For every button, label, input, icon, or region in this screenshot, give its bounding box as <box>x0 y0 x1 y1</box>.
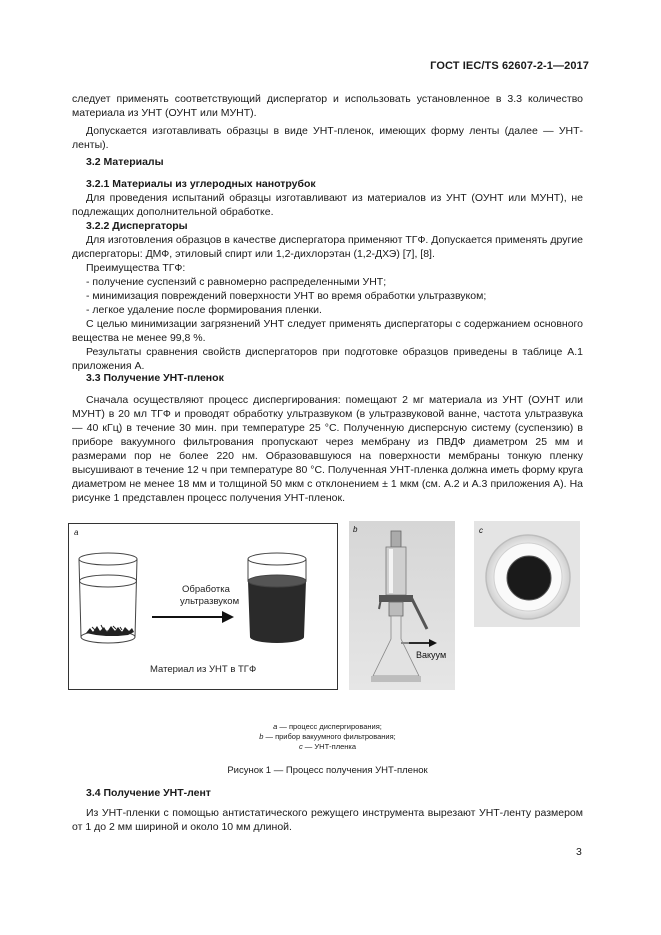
section-title: 3.2 Материалы <box>86 156 164 168</box>
paragraph: Сначала осуществляют процесс диспергирования: помещают 2 мг материала из УНТ (ОУНТ или МУНТ) в 20 мл ТГФ и проводят обработку ультразвуком (в ультразвуковой ванне, частота ультразвука — 40 кГц) в течение 30 мин. при температуре 25 °С. Полученную дисперсную систему (суспензию) в приборе вакуумного фильтрования пропускают через мембрану из ПВДФ диаметром 25 мм и размерами пор не более 220 нм. Образовавшуюся на поверхности мембраны тонкую пленку высушивают в течение 12 ч при температуре 80 °С. Полученная УНТ-пленка должна иметь форму круга диаметром не менее 18 мм и толщиной 50 мкм с отклонением ± 1 мкм (см. А.2 и А.3 приложения А). На рисунке 1 представлен процесс получения УНТ-пленок. <box>72 394 583 504</box>
figure-panel-a <box>68 523 338 690</box>
arrow-label-line2: ультразвуком <box>180 596 240 607</box>
paragraph: Преимущества ТГФ: <box>86 262 186 274</box>
vacuum-filtration-photo <box>349 521 455 690</box>
panel-a-caption: Материал из УНТ в ТГФ <box>150 664 257 675</box>
figure-panel-c <box>474 521 580 627</box>
figure-panel-b <box>349 521 455 690</box>
paragraph: Из УНТ-пленки с помощью антистатического режущего инструмента вырезают УНТ-ленту размером от 1 до 2 мм шириной и около 10 мм длиной. <box>72 807 583 833</box>
dispersion-process-drawing <box>68 523 338 690</box>
legend-item: a — процесс диспергирования; <box>273 722 382 731</box>
section-3-2 <box>72 155 583 373</box>
list-item: - легкое удаление после формирования пленки. <box>86 304 322 316</box>
figure-legend <box>72 722 583 752</box>
panel-c-letter: c <box>479 526 483 535</box>
paragraph: Допускается изготавливать образцы в виде УНТ-пленок, имеющих форму ленты (далее — УНТ-ленты). <box>72 125 583 151</box>
panel-a-letter: a <box>74 528 79 537</box>
list-item: - минимизация повреждений поверхности УНТ во время обработки ультразвуком; <box>86 290 487 302</box>
paragraph: следует применять соответствующий диспергатор и использовать установленное в 3.3 количество материала из УНТ (ОУНТ или МУНТ). <box>72 93 583 119</box>
paragraph: Результаты сравнения свойств диспергаторов при подготовке образцов приведены в таблице А.1 приложения А. <box>72 346 583 372</box>
legend-item: c — УНТ-пленка <box>298 742 357 751</box>
page-number: 3 <box>576 846 582 858</box>
section-title: 3.3 Получение УНТ-пленок <box>86 372 224 384</box>
panel-b-letter: b <box>353 525 358 534</box>
cnt-film-photo <box>474 521 580 627</box>
subsection-title: 3.2.1 Материалы из углеродных нанотрубок <box>86 178 316 190</box>
standard-designation: ГОСТ IEC/TS 62607-2-1—2017 <box>430 60 589 72</box>
legend-item: b — прибор вакуумного фильтрования; <box>259 732 396 741</box>
section-3-3 <box>72 371 583 505</box>
intro-block <box>72 92 583 152</box>
paragraph: Для изготовления образцов в качестве диспергатора применяют ТГФ. Допускается применять другие диспергаторы: ДМФ, этиловый спирт или 1,2-дихлорэтан (1,2-ДХЭ) [7], [8]. <box>72 234 583 260</box>
arrow-label-line1: Обработка <box>182 584 230 595</box>
subsection-title: 3.2.2 Диспергаторы <box>86 220 188 232</box>
vacuum-label: Вакуум <box>416 650 447 660</box>
paragraph: С целью минимизации загрязнений УНТ следует применять диспергаторы с содержанием основного вещества не менее 99,8 %. <box>72 318 583 344</box>
list-item: - получение суспензий с равномерно распределенными УНТ; <box>86 276 387 288</box>
figure-title: Рисунок 1 — Процесс получения УНТ-пленок <box>227 765 428 776</box>
section-title: 3.4 Получение УНТ-лент <box>86 787 211 799</box>
section-3-4 <box>72 786 583 834</box>
paragraph: Для проведения испытаний образцы изготавливают из материалов из УНТ (ОУНТ или МУНТ), не подлежащих дополнительной обработке. <box>72 192 583 218</box>
